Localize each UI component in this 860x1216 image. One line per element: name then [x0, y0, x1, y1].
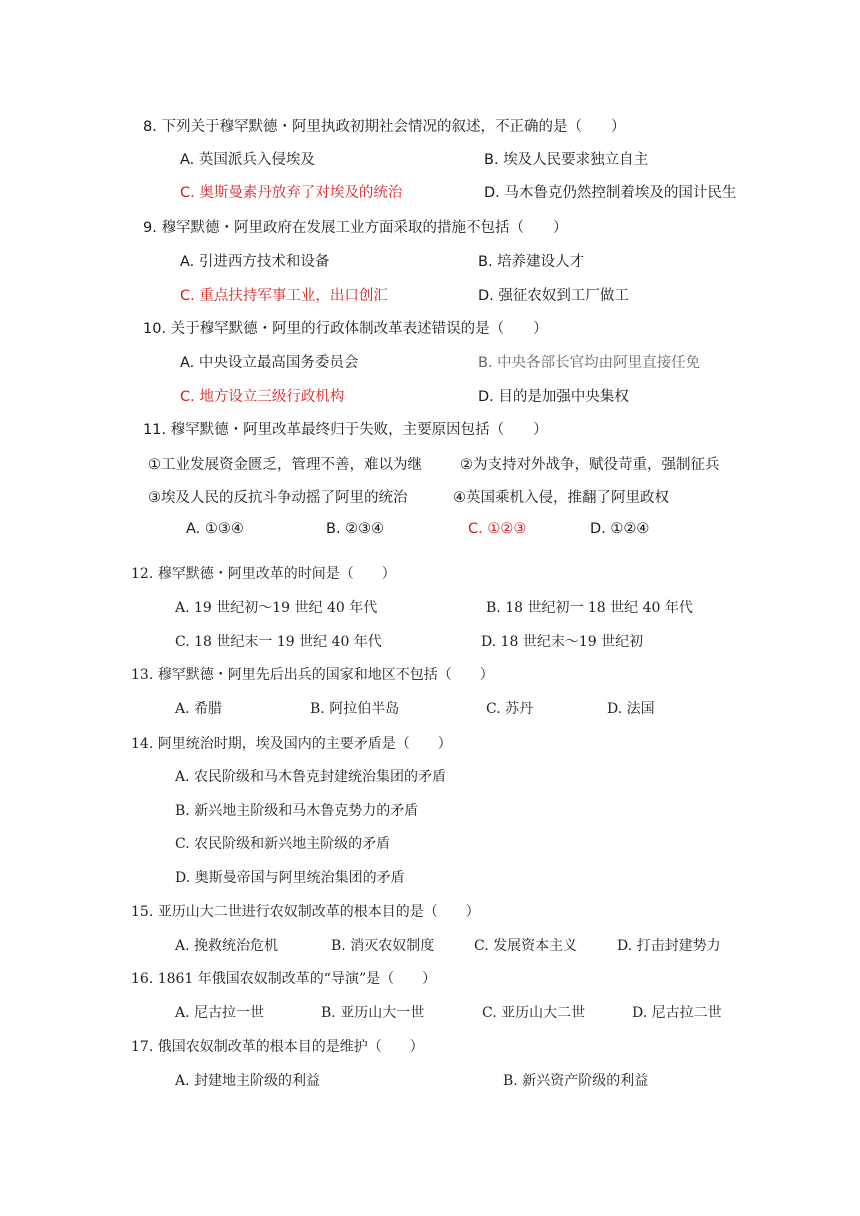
question-17-option-a: A. 封建地主阶级的利益 [175, 1073, 321, 1089]
question-8-stem: 8. 下列关于穆罕默德・阿里执政初期社会情况的叙述，不正确的是（ ） [143, 119, 626, 135]
question-12-option-d: D. 18 世纪末～19 世纪初 [481, 634, 644, 650]
question-11-statement-4: ④英国乘机入侵，推翻了阿里政权 [453, 490, 669, 506]
question-13-option-a: A. 希腊 [175, 701, 223, 717]
question-16-option-a: A. 尼古拉一世 [175, 1005, 265, 1021]
question-13-option-d: D. 法国 [607, 701, 655, 717]
question-13-stem: 13. 穆罕默德・阿里先后出兵的国家和地区不包括（ ） [131, 667, 494, 683]
question-9-option-d: D. 强征农奴到工厂做工 [478, 288, 629, 304]
question-11-option-c-answer: C. ①②③ [468, 521, 527, 537]
question-8-option-d: D. 马木鲁克仍然控制着埃及的国计民生 [484, 185, 737, 201]
question-10-option-d: D. 目的是加强中央集权 [478, 389, 629, 405]
question-16-stem: 16. 1861 年俄国农奴制改革的“导演”是（ ） [131, 971, 437, 987]
question-16-option-b: B. 亚历山大一世 [321, 1005, 425, 1021]
question-13-option-b: B. 阿拉伯半岛 [310, 701, 400, 717]
question-9-option-b: B. 培养建设人才 [478, 254, 585, 270]
question-16-option-c: C. 亚历山大二世 [482, 1005, 586, 1021]
question-10-option-a: A. 中央设立最高国务委员会 [180, 355, 359, 371]
question-11-statement-2: ②为支持对外战争，赋役苛重，强制征兵 [460, 457, 720, 473]
question-17-option-b: B. 新兴资产阶级的利益 [503, 1073, 649, 1089]
question-11-statement-3: ③埃及人民的反抗斗争动摇了阿里的统治 [148, 490, 408, 506]
question-8-option-b: B. 埃及人民要求独立自主 [484, 152, 649, 168]
question-8-option-a: A. 英国派兵入侵埃及 [180, 152, 315, 168]
question-12-stem: 12. 穆罕默德・阿里改革的时间是（ ） [131, 566, 396, 582]
question-14-stem: 14. 阿里统治时期，埃及国内的主要矛盾是（ ） [131, 736, 452, 752]
question-11-option-d: D. ①②④ [590, 521, 650, 537]
question-12-option-b: B. 18 世纪初一 18 世纪 40 年代 [486, 600, 693, 616]
question-12-option-c: C. 18 世纪末一 19 世纪 40 年代 [175, 634, 382, 650]
question-10-option-b: B. 中央各部长官均由阿里直接任免 [478, 355, 701, 371]
question-11-option-b: B. ②③④ [326, 521, 385, 537]
question-17-stem: 17. 俄国农奴制改革的根本目的是维护（ ） [131, 1039, 424, 1055]
question-9-stem: 9. 穆罕默德・阿里政府在发展工业方面采取的措施不包括（ ） [143, 220, 568, 236]
question-12-option-a: A. 19 世纪初～19 世纪 40 年代 [175, 600, 378, 616]
question-10-option-c-answer: C. 地方设立三级行政机构 [180, 389, 345, 405]
question-14-option-d: D. 奥斯曼帝国与阿里统治集团的矛盾 [175, 870, 405, 886]
question-15-option-d: D. 打击封建势力 [617, 938, 721, 954]
question-14-option-b: B. 新兴地主阶级和马木鲁克势力的矛盾 [175, 803, 419, 819]
question-15-option-c: C. 发展资本主义 [474, 938, 578, 954]
question-15-option-a: A. 挽救统治危机 [175, 938, 279, 954]
question-13-option-c: C. 苏丹 [486, 701, 534, 717]
question-10-stem: 10. 关于穆罕默德・阿里的行政体制改革表述错误的是（ ） [143, 321, 548, 337]
question-16-option-d: D. 尼古拉二世 [632, 1005, 722, 1021]
question-11-statement-1: ①工业发展资金匮乏，管理不善，难以为继 [148, 457, 422, 473]
question-11-option-a: A. ①③④ [186, 521, 244, 537]
question-9-option-c-answer: C. 重点扶持军事工业，出口创汇 [180, 288, 388, 304]
question-9-option-a: A. 引进西方技术和设备 [180, 254, 330, 270]
question-15-stem: 15. 亚历山大二世进行农奴制改革的根本目的是（ ） [131, 904, 480, 920]
question-14-option-c: C. 农民阶级和新兴地主阶级的矛盾 [175, 836, 391, 852]
question-14-option-a: A. 农民阶级和马木鲁克封建统治集团的矛盾 [175, 769, 447, 785]
question-15-option-b: B. 消灭农奴制度 [331, 938, 435, 954]
question-8-option-c-answer: C. 奥斯曼素丹放弃了对埃及的统治 [180, 185, 403, 201]
question-11-stem: 11. 穆罕默德・阿里改革最终归于失败，主要原因包括（ ） [143, 422, 548, 438]
